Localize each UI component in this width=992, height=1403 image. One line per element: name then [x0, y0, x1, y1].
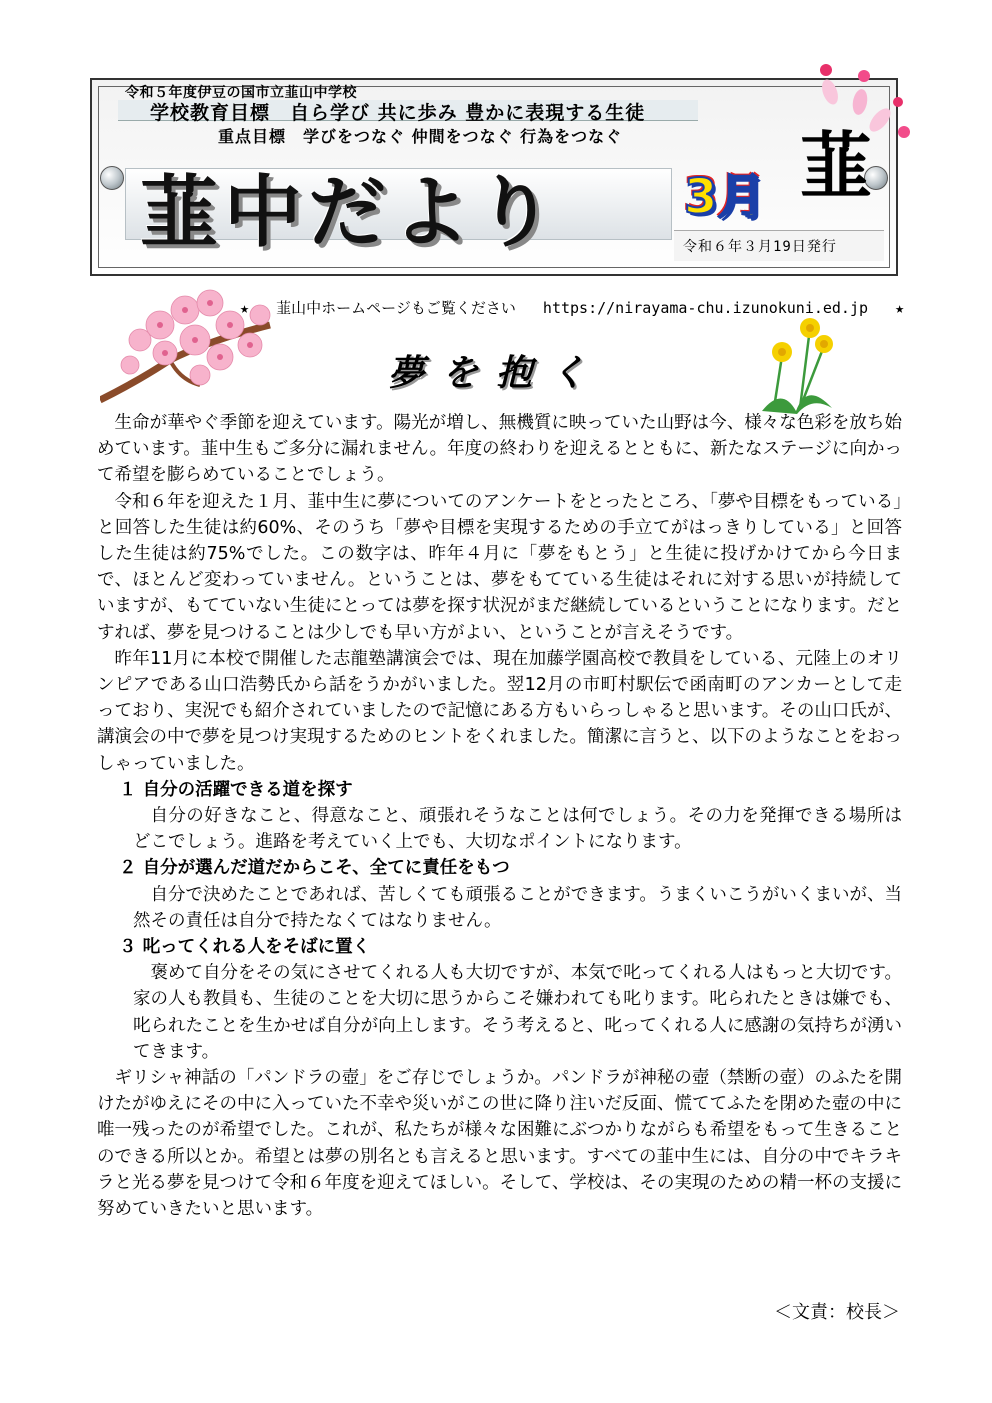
paragraph: 昨年11月に本校で開催した志龍塾講演会では、現在加藤学園高校で教員をしている、元陸上のオリンピアである山口浩勢氏から話をうかがいました。翌12月の市町村駅伝で函南町のアンカーとして走っており、実況でも紹介されていましたので記憶にある方もいらっしゃると思います。その山口氏が、講演会の中で夢を見つけ実現するためのヒントをくれました。簡潔に言うと、以下のようなことをおっしゃっていました。	[97, 648, 902, 774]
hint-body-3: 褒めて自分をその気にさせてくれる人も大切ですが、本気で叱ってくれる人はもっと大切です。家の人も教員も、生徒のことを大切に思うからこそ嫌われても叱ります。叱られたときは嫌でも、叱られたことを生かせば自分が向上します。そう考えると、叱ってくれる人に感謝の気持ちが湧いてきます。	[133, 963, 902, 1062]
closing-paragraph: ギリシャ神話の「パンドラの壺」をご存じでしょうか。パンドラが神秘の壺（禁断の壺）のふたを開けたがゆえにその中に入っていた不幸や災いがこの世に降り注いだ反面、慌ててふたを閉めた壺の中に唯一残ったのが希望でした。これが、私たちが様々な困難にぶつかりながらも希望をもって生きることのできる所以とか。希望とは夢の別名とも言えると思います。すべての韮中生には、自分の中でキラキラと光る夢を見つけて令和６年度を迎えてほしい。そして、学校は、その実現のための精一杯の支援に努めていきたいと思います。	[97, 1068, 902, 1220]
paragraph: 令和６年を迎えた１月、韮中生に夢についてのアンケートをとったところ、「夢や目標をもっている」と回答した生徒は約60%、そのうち「夢や目標を実現するための手立てがはっきりしている」と回答した生徒は約75%でした。この数字は、昨年４月に「夢をもとう」と生徒に投げかけてから今日まで、ほとんど変わっていません。ということは、夢をもてている生徒はそれに対する思いが持続していますが、もてていない生徒にとっては夢を探す状況がまだ継続しているということになります。だとすれば、夢を見つけることは少しでも早い方がよい、ということが言えそうです。	[97, 491, 902, 643]
star-icon: ★	[895, 299, 905, 317]
hint-body-2: 自分で決めたことであれば、苦しくても頑張ることができます。うまくいこうがいくまいが、当然その責任は自分で持たなくてはなりません。	[133, 884, 902, 931]
signature: ＜文責：校長＞	[774, 1302, 900, 1323]
article-title: 夢を抱く	[387, 353, 604, 394]
nira-character-icon: 韮	[800, 124, 873, 208]
hint-heading-3: ３ 叱ってくれる人をそばに置く	[119, 937, 371, 958]
homepage-url-link[interactable]: https://nirayama-chu.izunokuni.ed.jp	[542, 299, 869, 317]
star-icon: ★	[240, 299, 250, 317]
school-name: 令和５年度伊豆の国市立韮山中学校	[125, 85, 357, 101]
paragraph: 生命が華やぐ季節を迎えています。陽光が増し、無機質に映っていた山野は今、様々な色彩を放ち始めています。韮中生もご多分に漏れません。年度の終わりを迎えるとともに、新たなステージに向かって希望を膨らめていることでしょう。	[97, 413, 902, 486]
newsletter-title: 韮中だより	[140, 168, 561, 258]
left-rivet-icon	[100, 166, 124, 190]
homepage-notice	[240, 297, 904, 318]
hint-heading-1: １ 自分の活躍できる道を探す	[119, 779, 353, 800]
hint-body-1: 自分の好きなこと、得意なこと、頑張れそうなことは何でしょう。その力を発揮できる場所はどこでしょう。進路を考えていく上でも、大切なポイントになります。	[133, 806, 902, 853]
petals-icon	[812, 62, 912, 152]
school-goal: 学校教育目標 自ら学び 共に歩み 豊かに表現する生徒	[150, 102, 646, 124]
homepage-text: 韮山中ホームページもご覧ください	[276, 299, 516, 317]
month-badge: 3月	[684, 169, 766, 225]
hint-heading-2: ２ 自分が選んだ道だからこそ、全てに責任をもつ	[119, 858, 510, 879]
article-body	[97, 410, 902, 1222]
issue-date: 令和６年３月19日発行	[683, 239, 837, 255]
priority-goal: 重点目標 学びをつなぐ 仲間をつなぐ 行為をつなぐ	[218, 127, 623, 146]
